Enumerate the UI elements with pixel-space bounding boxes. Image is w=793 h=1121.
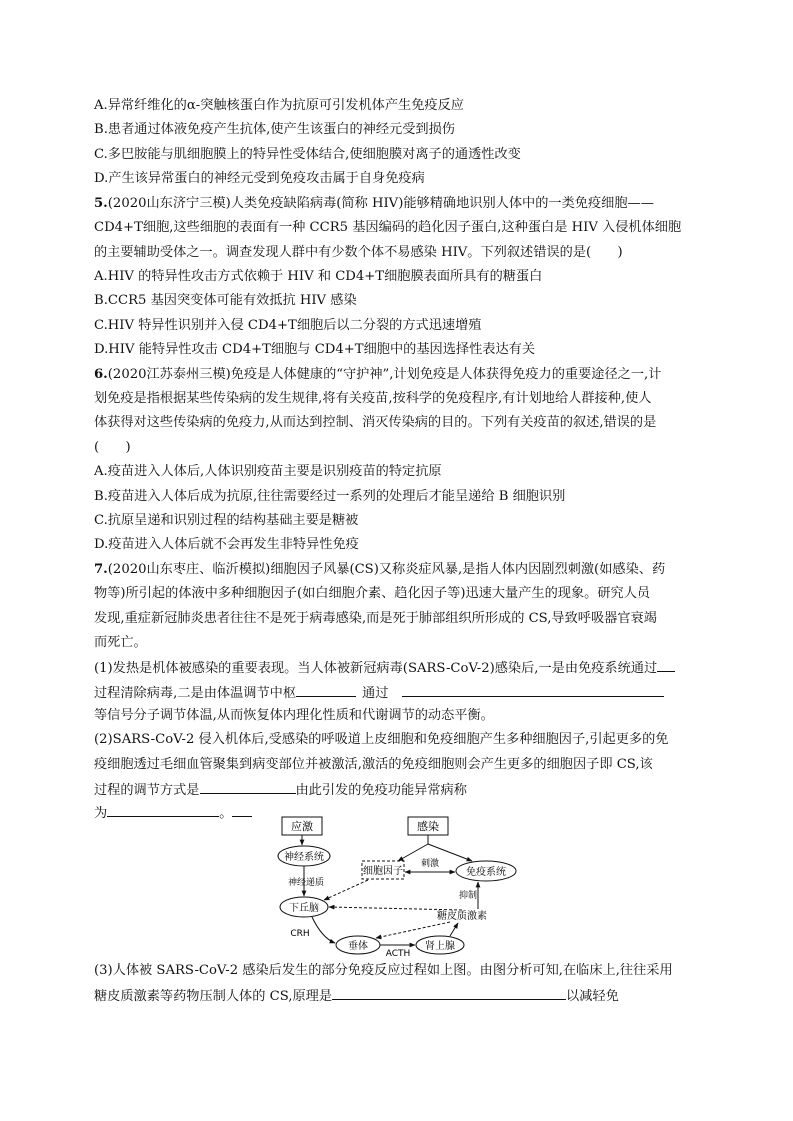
neurotransmitter-label: 神经递质 xyxy=(287,878,325,888)
nervous-system-label: 神经系统 xyxy=(284,852,324,863)
q4-option-a: A.异常纤维化的α-突触核蛋白作为抗原可引发机体产生免疫反应 xyxy=(94,98,464,113)
q4-option-b: B.患者通过体液免疫产生抗体,使产生该蛋白的神经元受到损伤 xyxy=(94,122,455,137)
q7-part1-line-3: 等信号分子调节体温,从而恢复体内理化性质和代谢调节的动态平衡。 xyxy=(94,708,494,723)
q5-option-c: C.HIV 特异性识别并入侵 CD4+T细胞后以二分裂的方式迅速增殖 xyxy=(94,318,482,333)
q7-part3-line-1: (3)人体被 SARS-CoV-2 感染后发生的部分免疫反应过程如上图。由图分析可知,在临床上,往往采用 xyxy=(94,963,673,978)
q7-part1-line-2: 过程清除病毒,二是由体温调节中枢 通过 xyxy=(94,683,664,703)
answer-blank-2a[interactable] xyxy=(200,780,296,794)
q5-option-a: A.HIV 的特异性攻击方式依赖于 HIV 和 CD4+T细胞膜表面所具有的糖蛋白 xyxy=(94,269,543,284)
q5-option-b: B.CCR5 基因突变体可能有效抵抗 HIV 感染 xyxy=(94,293,357,308)
cytokine-label: 细胞因子 xyxy=(363,866,403,877)
infection-label: 感染 xyxy=(417,820,439,833)
answer-blank-3a[interactable] xyxy=(332,986,566,1000)
q5-stem-line-2: CD4+T细胞,这些细胞的表面有一种 CCR5 基因编码的趋化因子蛋白,这种蛋白是 HIV 入侵机体细胞 xyxy=(94,220,682,235)
arrow-glucocorticoid-to-hypothalamus xyxy=(329,907,462,910)
q7-part2-line-1: (2)SARS-CoV-2 侵入机体后,受感染的呼吸道上皮细胞和免疫细胞产生多种细胞因子,引起更多的免 xyxy=(94,732,669,747)
answer-blank-2b[interactable] xyxy=(107,803,219,817)
q7-part2-line-3: 过程的调节方式是 由此引发的免疫功能异常病称 xyxy=(94,780,467,800)
immune-system-label: 免疫系统 xyxy=(466,867,506,878)
q7-part3-line-2: 糖皮质激素等药物压制人体的 CS,原理是 以减轻免 xyxy=(94,986,619,1006)
q7-stem-line-4: 而死亡。 xyxy=(94,635,147,650)
q6-number: 6. xyxy=(94,367,108,382)
q7-number: 7. xyxy=(94,562,108,577)
inhibit-label: 抑制 xyxy=(458,891,478,901)
q7-part2-line-2: 疫细胞透过毛细血管聚集到病变部位并被激活,激活的免疫细胞则会产生更多的细胞因子即 CS,该 xyxy=(94,757,653,772)
q7-part2-line-4: 为 。 xyxy=(94,803,252,823)
q6-option-c: C.抗原呈递和识别过程的结构基础主要是糖被 xyxy=(94,513,359,528)
q7-stem-line-3: 发现,重症新冠肺炎患者往往不是死于病毒感染,而是死于肺部组织所形成的 CS,导致呼吸器官衰竭 xyxy=(94,611,657,626)
q6-option-b: B.疫苗进入人体后成为抗原,往往需要经过一系列的处理后才能呈递给 B 细胞识别 xyxy=(94,489,566,504)
q6-option-a: A.疫苗进入人体后,人体识别疫苗主要是识别疫苗的特定抗原 xyxy=(94,464,442,479)
q6-stem-line-4: ( ) xyxy=(94,440,131,455)
crh-label: CRH xyxy=(290,929,310,939)
stimulate-label: 刺激 xyxy=(420,859,440,869)
q5-stem-line-1: 5.(2020山东济宁三模)人类免疫缺陷病毒(简称 HIV)能够精确地识别人体中的一类免疫细胞—— xyxy=(94,196,654,211)
q5-number: 5. xyxy=(94,196,108,211)
q5-option-d: D.HIV 能特异性攻击 CD4+T细胞与 CD4+T细胞中的基因选择性表达有关 xyxy=(94,342,536,357)
arrow-cytokine-to-hypothalamus xyxy=(324,880,368,900)
immune-regulation-diagram xyxy=(272,814,526,958)
q6-stem-line-1: 6.(2020江苏泰州三模)免疫是人体健康的“守护神”,计划免疫是人体获得免疫力的重要途径之一,计 xyxy=(94,367,662,382)
hypothalamus-label: 下丘脑 xyxy=(289,903,319,914)
q4-option-c: C.多巴胺能与肌细胞膜上的特异性受体结合,使细胞膜对离子的通透性改变 xyxy=(94,147,521,162)
q6-stem-line-2: 划免疫是指根据某些传染病的发生规律,将有关疫苗,按科学的免疫程序,有计划地给人群接种,使人 xyxy=(94,391,652,406)
q7-part1-line-1: (1)发热是机体被感染的重要表现。当人体被新冠病毒(SARS-CoV-2)感染后,一是由免疫系统通过 xyxy=(94,658,675,678)
adrenal-label: 肾上腺 xyxy=(425,941,455,952)
q7-stem-line-1: 7.(2020山东枣庄、临沂模拟)细胞因子风暴(CS)又称炎症风暴,是指人体内因剧烈刺激(如感染、药 xyxy=(94,562,666,577)
answer-blank-1a[interactable] xyxy=(657,658,675,672)
q6-stem-line-3: 体获得对这些传染病的免疫力,从而达到控制、消灭传染病的目的。下列有关疫苗的叙述,错误的是 xyxy=(94,415,657,430)
stress-label: 应激 xyxy=(291,820,313,833)
q5-stem-line-3: 的主要辅助受体之一。调查发现人群中有少数个体不易感染 HIV。下列叙述错误的是( ) xyxy=(94,245,623,260)
q4-option-d: D.产生该异常蛋白的神经元受到免疫攻击属于自身免疫病 xyxy=(94,171,425,186)
pituitary-label: 垂体 xyxy=(348,941,368,952)
q6-option-d: D.疫苗进入人体后就不会再发生非特异性免疫 xyxy=(94,537,359,552)
glucocorticoid-label: 糖皮质激素 xyxy=(437,911,487,922)
answer-blank-1c[interactable] xyxy=(402,683,664,697)
acth-label: ACTH xyxy=(385,949,411,958)
answer-blank-1b[interactable] xyxy=(296,683,356,697)
arrow-adrenal-to-glucocorticoid xyxy=(450,923,458,936)
arrow-hypothalamus-to-pituitary xyxy=(312,917,335,943)
q7-stem-line-2: 物等)所引起的体液中多种细胞因子(如白细胞介素、趋化因子等)迅速大量产生的现象。研究人员 xyxy=(94,586,651,601)
